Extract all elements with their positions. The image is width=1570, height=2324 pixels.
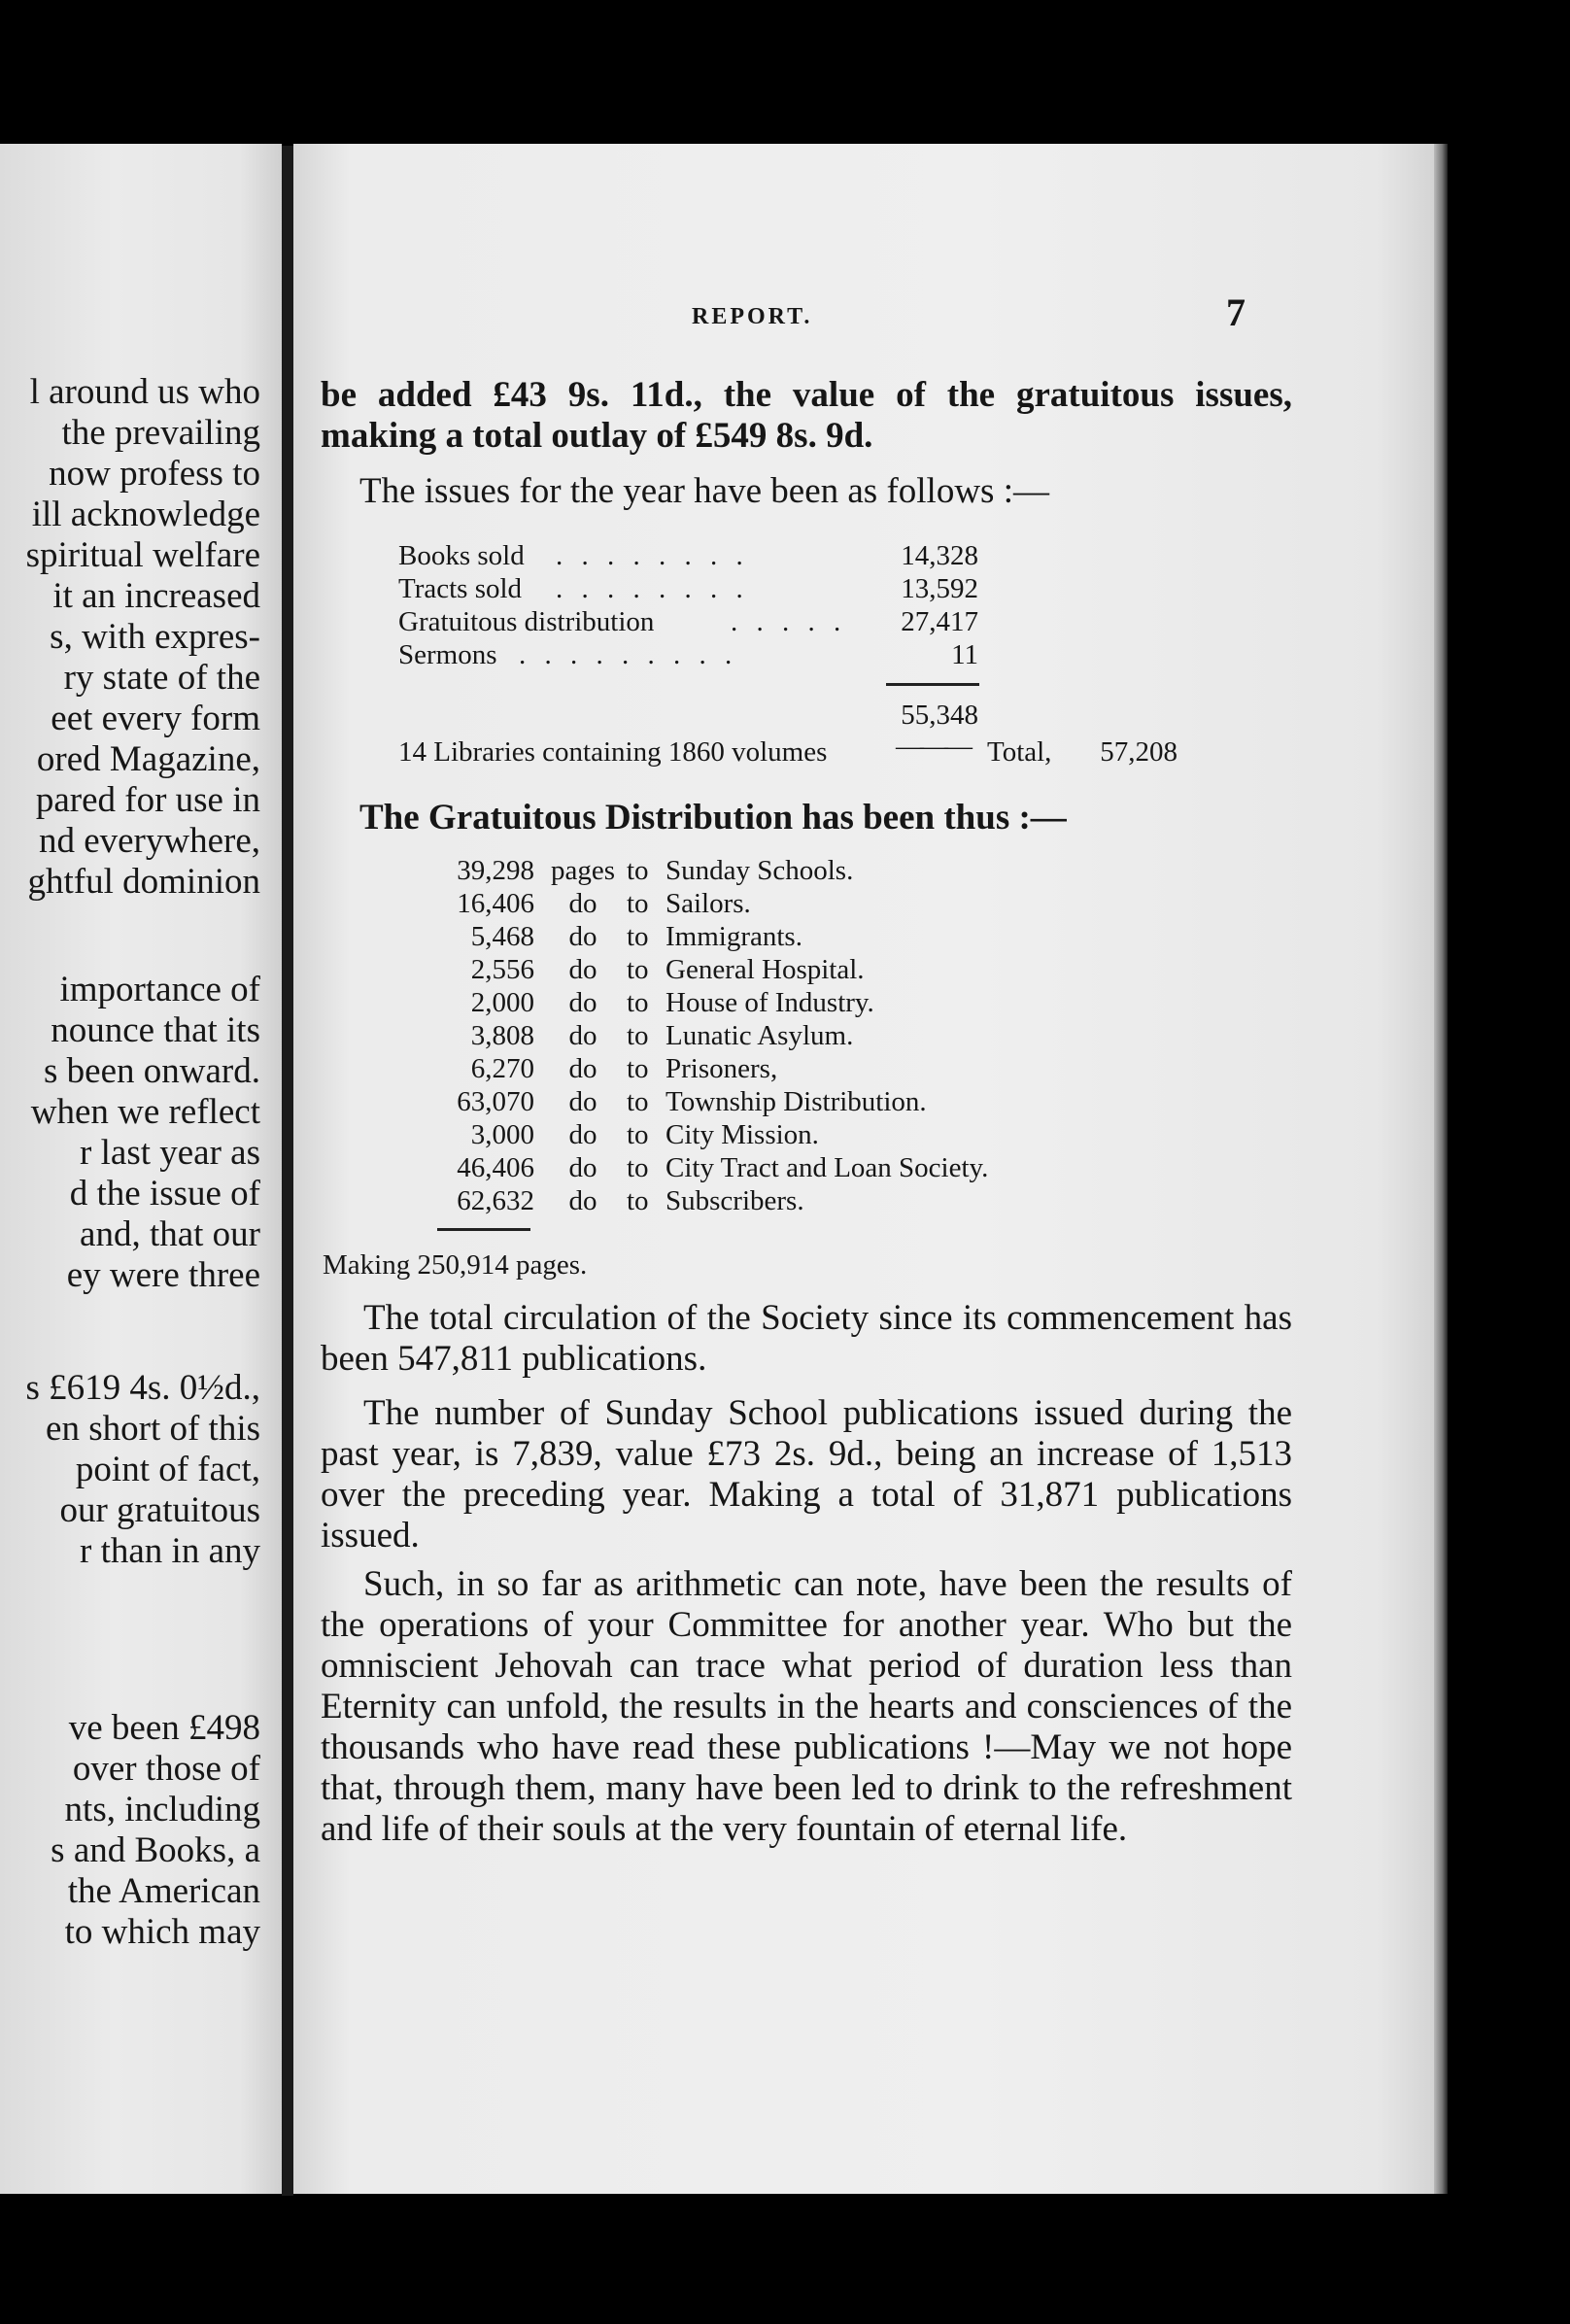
book-gutter — [282, 146, 293, 2196]
to-word: to — [627, 1053, 649, 1084]
leader-dots: . . . . . . . . — [556, 540, 749, 571]
paragraph-outlay: be added £43 9s. 11d., the value of the gratuitous issues, making a total outlay of £549 8s. 9d. — [321, 375, 1292, 456]
page-count: 2,000 — [470, 987, 534, 1018]
issues-label: Tracts sold — [398, 573, 523, 604]
distribution-row — [427, 1020, 1108, 1053]
page-count: 6,270 — [470, 1053, 534, 1084]
subtotal-rule — [886, 683, 979, 686]
page-count: 3,808 — [470, 1020, 534, 1051]
page-count: 3,000 — [470, 1119, 534, 1150]
issues-total: 57,208 — [1100, 736, 1178, 768]
distribution-row — [427, 1185, 1108, 1218]
distribution-row — [427, 1053, 1108, 1086]
paragraph-circulation: The total circulation of the Society since its commencement has been 547,811 publications. — [321, 1298, 1292, 1379]
left-text-line: over those of — [72, 1749, 260, 1789]
libraries-line: 14 Libraries containing 1860 volumes — [398, 736, 828, 768]
left-text-line: ored Magazine, — [36, 739, 260, 779]
left-text-line: and, that our — [80, 1214, 260, 1254]
page-unit: do — [568, 1020, 597, 1051]
paragraph-sunday-school: The number of Sunday School publications issued during the past year, is 7,839, value £73 2s. 9d., being an increase of 1,513 over the preceding year. Making a total of 31,871 publications issued. — [321, 1393, 1292, 1555]
to-word: to — [627, 855, 649, 886]
issues-heading: The issues for the year have been as follows :— — [359, 471, 1049, 511]
left-text-line: s, with expres- — [50, 617, 260, 657]
left-page-fragment — [0, 144, 282, 2194]
distribution-row — [427, 987, 1108, 1020]
page-count: 39,298 — [457, 855, 534, 886]
destination: House of Industry. — [666, 987, 874, 1018]
left-text-line: ry state of the — [63, 658, 260, 698]
destination: Township Distribution. — [666, 1086, 927, 1117]
destination: Sunday Schools. — [666, 855, 854, 886]
left-text-line: ill acknowledge — [31, 495, 260, 534]
left-text-line: nounce that its — [51, 1010, 260, 1050]
distribution-heading: The Gratuitous Distribution has been thus :— — [359, 798, 1067, 837]
right-page — [293, 144, 1434, 2194]
page-unit: do — [568, 1119, 597, 1150]
to-word: to — [627, 987, 649, 1018]
to-word: to — [627, 1119, 649, 1150]
issues-label: Sermons — [398, 639, 497, 670]
page-unit: do — [568, 954, 597, 985]
left-text-line: point of fact, — [75, 1450, 260, 1489]
page-number: 7 — [1226, 290, 1246, 334]
distribution-row — [427, 855, 1108, 888]
issues-label: Gratuitous distribution — [398, 606, 655, 637]
page-count: 62,632 — [457, 1185, 534, 1216]
destination: General Hospital. — [666, 954, 865, 985]
left-text-line: s and Books, a — [51, 1830, 260, 1870]
left-text-line: en short of this — [46, 1409, 260, 1449]
left-text-line: pared for use in — [35, 780, 260, 820]
destination: Subscribers. — [666, 1185, 804, 1216]
distribution-rule — [437, 1228, 530, 1231]
distribution-row — [427, 888, 1108, 921]
page-count: 2,556 — [470, 954, 534, 985]
page-count: 16,406 — [457, 888, 534, 919]
distribution-row — [427, 1152, 1205, 1185]
left-text-line: r last year as — [80, 1133, 260, 1173]
issues-subtotal: 55,348 — [901, 700, 978, 731]
left-text-line: ey were three — [66, 1255, 260, 1295]
to-word: to — [627, 1020, 649, 1051]
destination: Lunatic Asylum. — [666, 1020, 854, 1051]
left-text-line: nd everywhere, — [38, 821, 260, 861]
to-word: to — [627, 921, 649, 952]
left-text-line: the American — [67, 1871, 260, 1911]
destination: Prisoners, — [666, 1053, 778, 1084]
distribution-row — [427, 1119, 1108, 1152]
page-count: 5,468 — [470, 921, 534, 952]
issues-value: 14,328 — [901, 540, 978, 571]
issues-label: Books sold — [398, 540, 525, 571]
left-text-line: our gratuitous — [59, 1490, 260, 1530]
page-unit: do — [568, 987, 597, 1018]
left-text-line: the prevailing — [61, 413, 260, 453]
destination: City Mission. — [666, 1119, 819, 1150]
left-text-line: l around us who — [29, 372, 260, 412]
page-unit: do — [568, 1053, 597, 1084]
page-unit: do — [568, 1185, 597, 1216]
page-unit: do — [568, 1086, 597, 1117]
left-text-line: r than in any — [80, 1531, 260, 1571]
left-text-line: s £619 4s. 0½d., — [25, 1368, 260, 1408]
left-text-line: eet every form — [51, 699, 260, 738]
leader-dots: . . . . . . . . . — [519, 639, 738, 670]
issues-value: 27,417 — [901, 606, 978, 637]
distribution-row — [427, 921, 1108, 954]
left-text-line: now profess to — [49, 454, 260, 494]
distribution-row — [427, 954, 1108, 987]
page-count: 46,406 — [457, 1152, 534, 1183]
leader-dots: . . . . . . . . — [556, 573, 749, 604]
page-unit: do — [568, 888, 597, 919]
leader-dots: . . . . . — [731, 606, 847, 637]
left-text-line: it an increased — [52, 576, 260, 616]
left-text-line: spiritual welfare — [25, 535, 260, 575]
to-word: to — [627, 1152, 649, 1183]
destination: Sailors. — [666, 888, 751, 919]
issues-value: 13,592 — [901, 573, 978, 604]
paragraph-results: Such, in so far as arithmetic can note, have been the results of the operations of your Committee for another year. Who but the omniscient Jehovah can trace what period of duration less than Eternity can unfold, the results in the hearts and consciences of the thousands who have read these publications !—May we not hope that, through them, many have been led to drink to the refreshment and life of their souls at the very fountain of eternal life. — [321, 1564, 1292, 1849]
page-unit: pages — [550, 855, 616, 886]
left-text-line: ghtful dominion — [27, 862, 260, 902]
to-word: to — [627, 954, 649, 985]
page-unit: do — [568, 921, 597, 952]
making-total-line: Making 250,914 pages. — [323, 1249, 588, 1281]
page-unit: do — [568, 1152, 597, 1183]
left-text-line: d the issue of — [69, 1174, 260, 1213]
destination: Immigrants. — [666, 921, 802, 952]
total-dash: ——— — [896, 731, 969, 762]
left-text-line: nts, including — [64, 1790, 260, 1829]
destination: City Tract and Loan Society. — [666, 1152, 989, 1183]
to-word: to — [627, 1086, 649, 1117]
page-edge-shadow — [1434, 144, 1448, 2194]
running-header: REPORT. — [692, 304, 813, 329]
to-word: to — [627, 1185, 649, 1216]
left-text-line: s been onward. — [44, 1051, 260, 1091]
left-text-line: ve been £498 — [68, 1708, 260, 1748]
left-text-line: to which may — [64, 1912, 260, 1952]
left-text-line: when we reflect — [30, 1092, 260, 1132]
total-label: Total, — [987, 736, 1052, 768]
to-word: to — [627, 888, 649, 919]
issues-value: 11 — [951, 639, 978, 670]
page-count: 63,070 — [457, 1086, 534, 1117]
distribution-row — [427, 1086, 1108, 1119]
left-text-line: importance of — [59, 970, 260, 1009]
